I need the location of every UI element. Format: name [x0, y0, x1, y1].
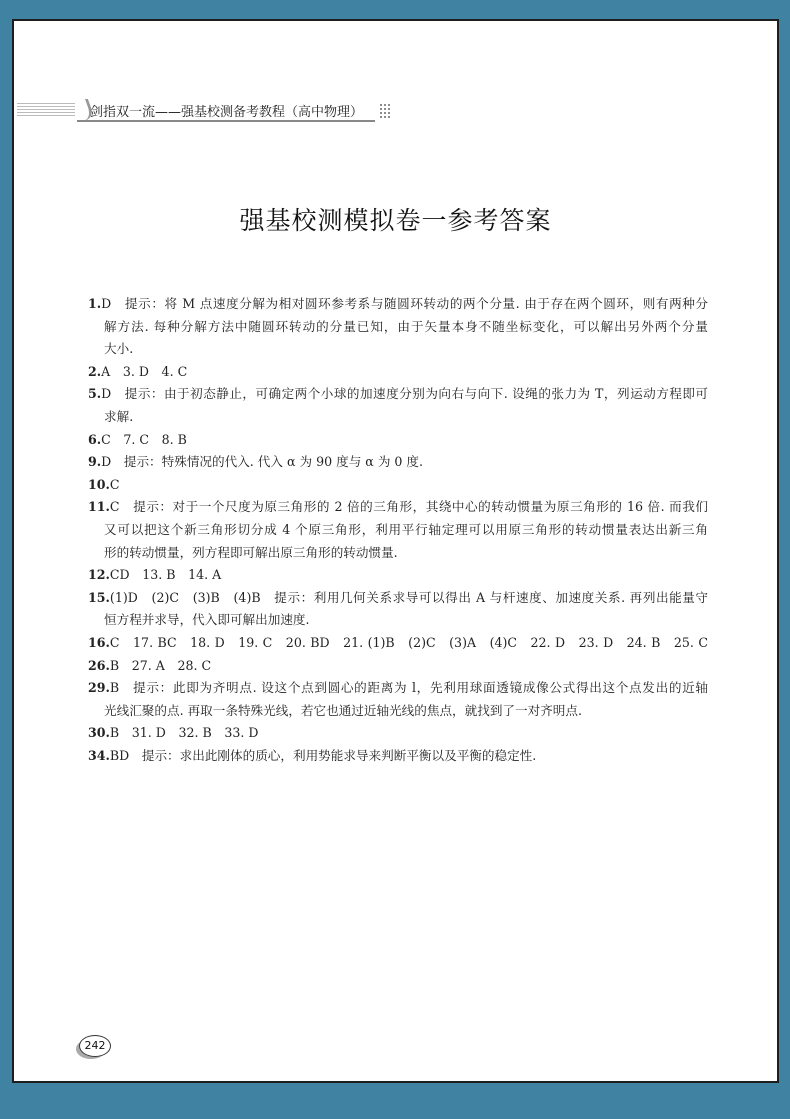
answer-text: B 31. D 32. B 33. D: [109, 725, 259, 741]
answer-line: [88, 587, 708, 610]
page-number: 242: [79, 1035, 111, 1057]
question-number: 5.: [88, 386, 102, 402]
answer-line: [88, 632, 708, 655]
document-page: [12, 19, 779, 1083]
answer-text: A 3. D 4. C: [101, 363, 188, 379]
answer-text: 解方法. 每种分解方法中随圆环转动的分量已知，由于矢量本身不随坐标变化，可以解出另外两个分量: [104, 318, 708, 334]
answer-text: C 提示：对于一个尺度为原三角形的 2 倍的三角形，其绕中心的转动惯量为原三角形的 16 倍. 而我们: [109, 499, 708, 515]
header-stripes-decoration: [17, 103, 75, 117]
answer-line: [88, 361, 708, 384]
answer-text: 光线汇聚的点. 再取一条特殊光线，若它也通过近轴光线的焦点，就找到了一对齐明点.: [104, 702, 582, 718]
answer-line: [88, 338, 708, 361]
question-number: 29.: [88, 680, 110, 696]
answer-text: C 7. C 8. B: [101, 431, 187, 447]
question-number: 12.: [88, 567, 110, 583]
answer-text: 形的转动惯量，列方程即可解出原三角形的转动惯量.: [104, 544, 398, 560]
page-title: 强基校测模拟卷一参考答案: [239, 206, 552, 235]
answer-text: D 提示：由于初态静止，可确定两个小球的加速度分别为向右与向下. 设绳的张力为 T，列运动方程即可: [101, 386, 708, 402]
header-underline: [77, 120, 375, 122]
header-dots-decoration: [379, 103, 391, 119]
question-number: 11.: [88, 499, 110, 515]
question-number: 30.: [88, 725, 110, 741]
answer-text: 求解.: [104, 408, 134, 424]
answer-line: [88, 474, 708, 497]
running-header: [17, 99, 397, 123]
answer-text: (1)D (2)C (3)B (4)B 提示：利用几何关系求导可以得出 A 与杆速度、加速度关系. 再列出能量守: [109, 589, 708, 605]
question-number: 16.: [88, 634, 110, 650]
question-number: 6.: [88, 431, 102, 447]
running-title: 剑指双一流——强基校测备考教程（高中物理）: [90, 105, 364, 120]
answer-text: BD 提示：求出此刚体的质心，利用势能求导来判断平衡以及平衡的稳定性.: [109, 747, 537, 763]
answer-line: [88, 429, 708, 452]
answer-line: [88, 677, 708, 700]
answer-text: 大小.: [104, 341, 134, 357]
question-number: 15.: [88, 589, 110, 605]
answer-line: [88, 722, 708, 745]
answer-line: [88, 564, 708, 587]
answer-text: D 提示：特殊情况的代入. 代入 α 为 90 度与 α 为 0 度.: [101, 454, 424, 470]
answer-text: B 27. A 28. C: [109, 657, 212, 673]
answer-line: [88, 383, 708, 406]
answer-line: [88, 655, 708, 678]
answer-line: [88, 700, 708, 723]
answer-line: [88, 542, 708, 565]
answer-line: [88, 745, 708, 768]
question-number: 2.: [88, 363, 102, 379]
question-number: 9.: [88, 454, 102, 470]
answer-line: [88, 519, 708, 542]
answer-text: C: [109, 476, 120, 492]
question-number: 26.: [88, 657, 110, 673]
answer-line: [88, 293, 708, 316]
answer-text: B 提示：此即为齐明点. 设这个点到圆心的距离为 l，先利用球面透镜成像公式得出这个点发出的近轴: [109, 680, 708, 696]
answer-line: [88, 609, 708, 632]
answer-list: [88, 293, 708, 767]
answer-line: [88, 316, 708, 339]
answer-line: [88, 496, 708, 519]
answer-text: 恒方程并求导，代入即可解出加速度.: [104, 612, 310, 628]
question-number: 34.: [88, 747, 110, 763]
answer-text: D 提示：将 M 点速度分解为相对圆环参考系与随圆环转动的两个分量. 由于存在两个圆环，则有两种分: [101, 296, 708, 311]
answer-line: [88, 451, 708, 474]
question-number: 1.: [88, 296, 102, 311]
answer-text: CD 13. B 14. A: [109, 567, 222, 583]
answer-text: 又可以把这个新三角形切分成 4 个原三角形，利用平行轴定理可以用原三角形的转动惯量表达出新三角: [104, 521, 708, 537]
question-number: 10.: [88, 476, 110, 492]
answer-text: C 17. BC 18. D 19. C 20. BD 21. (1)B (2)C (3)A (4)C 22. D 23. D 24. B 25. C: [109, 634, 708, 650]
answer-line: [88, 406, 708, 429]
